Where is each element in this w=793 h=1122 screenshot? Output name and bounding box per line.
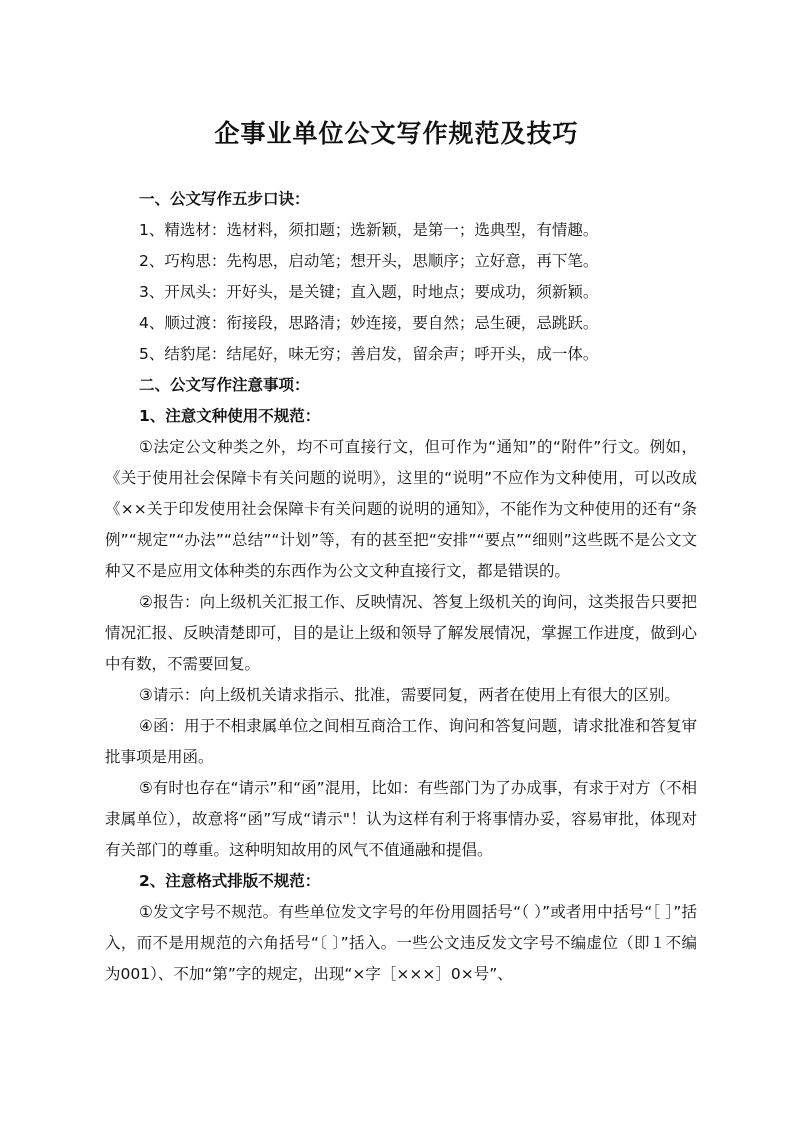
step-item-4: 4、顺过渡：衔接段，思路清；妙连接，要自然；忌生硬，忌跳跃。 bbox=[139, 314, 599, 332]
document-body bbox=[105, 184, 697, 990]
paragraph-request: ③请示：向上级机关请求指示、批准，需要同复，两者在使用上有很大的区别。 bbox=[139, 686, 680, 704]
step-item-3: 3、开凤头：开好头，是关键；直入题，时地点；要成功，须新颖。 bbox=[139, 283, 599, 301]
document-title: 企事业单位公文写作规范及技巧 bbox=[214, 119, 579, 148]
subsection-1-heading: 1、注意文种使用不规范： bbox=[139, 407, 321, 425]
paragraph-document-types: ①法定公文种类之外，均不可直接行文，但可作为“通知”的“附件”行文。例如，《关于使用社会保障卡有关问题的说明》，这里的“说明”不应作为文种使用，可以改成《××关于印发使用社会保障卡有关问题的说明的通知》，不能作为文种使用的还有“条例”“规定”“办法”“总结”“计划”等，有的甚至把“安排”“要点”“细则”这些既不是公文文种又不是应用文体种类的东西作为公文文种直接行文，都是错误的。 bbox=[105, 438, 697, 580]
paragraph-mixed-use: ⑤有时也存在“请示”和“函”混用，比如：有些部门为了办成事，有求于对方（不相隶属单位），故意将“函”写成“请示"！认为这样有利于将事情办妥，容易审批，体现对有关部门的尊重。这种明知故用的风气不值通融和提倡。 bbox=[105, 779, 697, 859]
paragraph-report: ②报告：向上级机关汇报工作、反映情况、答复上级机关的询问，这类报告只要把情况汇报、反映清楚即可，目的是让上级和领导了解发展情况，掌握工作进度，做到心中有数，不需要回复。 bbox=[105, 593, 697, 673]
paragraph-document-number: ①发文字号不规范。有些单位发文字号的年份用圆括号“（ ）”或者用中括号“［ ］”括入，而不是用规范的六角括号“〔 〕”括入。一些公文违反发文字号不编虚位（即１不编为001）、不加“第”字的规定，出现“×字［×××］0×号”、 bbox=[105, 903, 697, 983]
section-2-heading: 二、公文写作注意事项： bbox=[139, 376, 310, 394]
step-item-1: 1、精选材：选材料，须扣题；选新颖，是第一；选典型，有情趣。 bbox=[139, 221, 599, 239]
section-1-heading: 一、公文写作五步口诀： bbox=[139, 190, 310, 208]
step-item-5: 5、结豹尾：结尾好，味无穷；善启发，留余声；呼开头，成一体。 bbox=[139, 345, 599, 363]
step-item-2: 2、巧构思：先构思，启动笔；想开头，思顺序；立好意，再下笔。 bbox=[139, 252, 599, 270]
subsection-2-heading: 2、注意格式排版不规范： bbox=[139, 872, 321, 890]
paragraph-letter: ④函：用于不相隶属单位之间相互商洽工作、询问和答复问题，请求批准和答复审批事项是用函。 bbox=[105, 717, 697, 766]
